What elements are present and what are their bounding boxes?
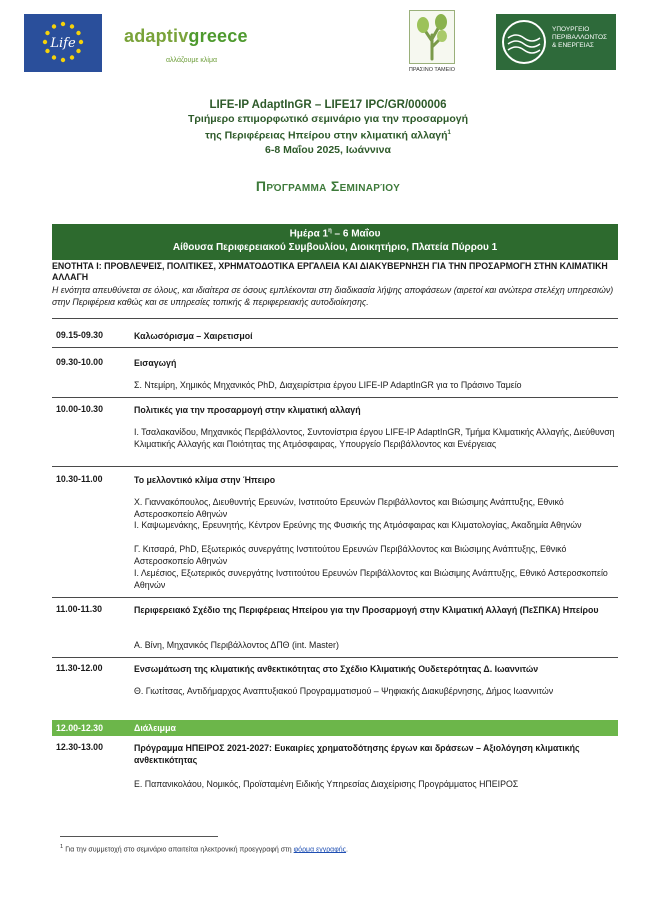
session-speaker: Θ. Γιωτίτσας, Αντιδήμαρχος Αναπτυξιακού Προγραμματισμού – Ψηφιακής Διακυβέρνησης, Δήμος Ιωαννιτών: [134, 686, 554, 696]
green-fund-label: ΠΡΑΣΙΝΟ ΤΑΜΕΙΟ: [408, 67, 456, 73]
session-title: Περιφερειακό Σχέδιο της Περιφέρειας Ηπείρου για την Προσαρμογή στην Κλιματική Αλλαγή (ΠεΣΠΚΑ) Ηπείρου: [134, 605, 599, 615]
adaptivgreece-tagline: αλλάζουμε κλίμα: [166, 57, 218, 64]
session-time: 11.30-12.00: [56, 663, 103, 673]
ministry-emblem-icon: [500, 18, 548, 66]
row-divider: [52, 466, 618, 467]
document-title: [0, 98, 656, 157]
day-label: Ημέρα $1^\eta - 6$ Μαΐου: [289, 228, 381, 240]
session-title: Ενσωμάτωση της κλιματικής ανθεκτικότητας στο Σχέδιο Κλιματικής Ουδετερότητας Δ. Ιωαννιτών: [134, 664, 539, 674]
green-fund-logo: [404, 10, 460, 78]
session-title: Καλωσόρισμα – Χαιρετισμοί: [134, 331, 253, 341]
session-speaker: Γ. Κιτσαρά, PhD, Εξωτερικός συνεργάτης Ινστιτούτου Ερευνών Περιβάλλοντος και Βιώσιμης Ανάπτυξης, Εθνικό Αστεροσκοπείο Αθηνών: [134, 544, 567, 566]
footnote: $^1$ Για την συμμετοχή στο σεμινάριο απαιτείται ηλεκτρονική προεγγραφή στη φόρμα εγγραφής.: [60, 844, 348, 854]
life-wordmark: Life: [50, 36, 76, 51]
day-header: [52, 224, 618, 260]
session-title: Πρόγραμμα ΗΠΕΙΡΟΣ 2021-2027: Ευκαιρίες χρηματοδότησης έργων και δράσεων – Αξιολόγηση κλιματικής ανθεκτικότητας: [134, 743, 580, 765]
registration-form-link[interactable]: φόρμα εγγραφής: [293, 846, 347, 854]
seminar-date-place: 6-8 Μαΐου 2025, Ιωάννινα: [265, 143, 391, 156]
session-speaker: Ι. Τσαλακανίδου, Μηχανικός Περιβάλλοντος, Συντονίστρια έργου LIFE-IP AdaptInGR, Τμήμα Κλιματικής Αλλαγής, Διεύθυνση Κλιματικής Αλλαγής και Ποιότητας της Ατμόσφαιρας, Υπουργείο Περιβάλλοντος και Ενέργειας: [134, 427, 615, 449]
program-heading: Πρόγραμμα Σεμιναρίου: [255, 178, 401, 194]
unit-description: Η ενότητα απευθύνεται σε όλους, και ιδιαίτερα σε όσους εμπλέκονται στη διαδικασία λήψης αποφάσεων (αιρετοί και ανώτερα στελέχη υπηρεσιών) στην Περιφέρεια καθώς και σε υπηρεσίες τοπικής & περιφερειακής αυτοδιοίκησης.: [52, 285, 614, 307]
adaptivgreece-logo: [124, 26, 264, 70]
ministry-logo: [496, 14, 616, 70]
session-title: Εισαγωγή: [134, 358, 177, 368]
unit-title: ΕΝΟΤΗΤΑ Ι: ΠΡΟΒΛΕΨΕΙΣ, ΠΟΛΙΤΙΚΕΣ, ΧΡΗΜΑΤΟΔΟΤΙΚΑ ΕΡΓΑΛΕΙΑ ΚΑΙ ΔΙΑΚΥΒΕΡΝΗΣΗ ΓΙΑ ΤΗΝ ΠΡΟΣΑΡΜΟΓΗ ΣΤΗΝ ΚΛΙΜΑΤΙΚΗ ΑΛΛΑΓΗ: [52, 261, 608, 282]
session-time: 09.15-09.30: [56, 330, 103, 340]
session-time: 09.30-10.00: [56, 357, 103, 367]
session-title: Πολιτικές για την προσαρμογή στην κλιματική αλλαγή: [134, 405, 361, 415]
adaptivgreece-name-a: adaptiv: [124, 26, 189, 46]
session-speaker: Ι. Καψωμενάκης, Ερευνητής, Κέντρον Ερεύνης της Φυσικής της Ατμόσφαιρας και Κλιματολογίας, Ακαδημία Αθηνών: [134, 520, 582, 530]
session-time: 10.30-11.00: [56, 474, 103, 484]
footnote-divider: [60, 836, 218, 837]
unit-block: [52, 261, 618, 308]
session-speaker: Ε. Παπανικολάου, Νομικός, Προϊσταμένη Ειδικής Υπηρεσίας Διαχείρισης Προγράμματος ΗΠΕΙΡΟΣ: [134, 779, 519, 789]
session-speaker: Χ. Γιαννακόπουλος, Διευθυντής Ερευνών, Ινστιτούτο Ερευνών Περιβάλλοντος και Βιώσιμης Ανάπτυξης, Εθνικό Αστεροσκοπείο Αθηνών: [134, 497, 564, 519]
day-venue: Αίθουσα Περιφερειακού Συμβουλίου, Διοικητήριο, Πλατεία Πύρρου 1: [172, 242, 498, 254]
ministry-line-1: ΥΠΟΥΡΓΕΙΟ: [552, 26, 590, 33]
break-label: Διάλειμμα: [134, 723, 176, 733]
seminar-title-line-2: της Περιφέρειας Ηπείρου στην κλιματική αλλαγή$^1$: [205, 129, 451, 142]
row-divider: [52, 597, 618, 598]
footnote-ref: 1: [447, 130, 451, 136]
row-divider: [52, 347, 618, 348]
session-time: 12.30-13.00: [56, 742, 103, 752]
eu-stars-icon: [24, 14, 102, 72]
adaptivgreece-name-b: greece: [188, 26, 248, 46]
eu-life-logo: [24, 14, 102, 72]
row-divider: [52, 657, 618, 658]
break-time: 12.00-12.30: [56, 723, 103, 733]
session-speaker: Ι. Λεμέσιος, Εξωτερικός συνεργάτης Ινστιτούτου Ερευνών Περιβάλλοντος και Βιώσιμης Ανάπτυξης, Εθνικό Αστεροσκοπείο Αθηνών: [134, 568, 608, 590]
session-time: 11.00-11.30: [56, 604, 102, 614]
project-code: LIFE-IP AdaptInGR – LIFE17 IPC/GR/000006: [209, 99, 447, 111]
session-speaker: Σ. Ντεμίρη, Χημικός Μηχανικός PhD, Διαχειρίστρια έργου LIFE-IP AdaptInGR για το Πράσινο Ταμείο: [134, 380, 522, 390]
session-time: 10.00-10.30: [56, 404, 103, 414]
row-divider: [52, 318, 618, 319]
session-speaker: Α. Βίνη, Μηχανικός Περιβάλλοντος ΔΠΘ (int. Master): [134, 640, 339, 650]
seminar-title-line-1: Τριήμερο επιμορφωτικό σεμινάριο για την προσαρμογή: [188, 113, 468, 125]
tree-icon: [410, 11, 454, 63]
ministry-line-2: ΠΕΡΙΒΑΛΛΟΝΤΟΣ: [552, 34, 608, 41]
ministry-line-3: & ΕΝΕΡΓΕΙΑΣ: [552, 42, 594, 49]
session-title: Το μελλοντικό κλίμα στην Ήπειρο: [134, 475, 276, 485]
row-divider: [52, 397, 618, 398]
footnote-text: Για την συμμετοχή στο σεμινάριο απαιτείται ηλεκτρονική προεγγραφή στη: [63, 846, 294, 854]
footnote-mark: 1: [60, 844, 64, 850]
break-row: [52, 720, 618, 736]
